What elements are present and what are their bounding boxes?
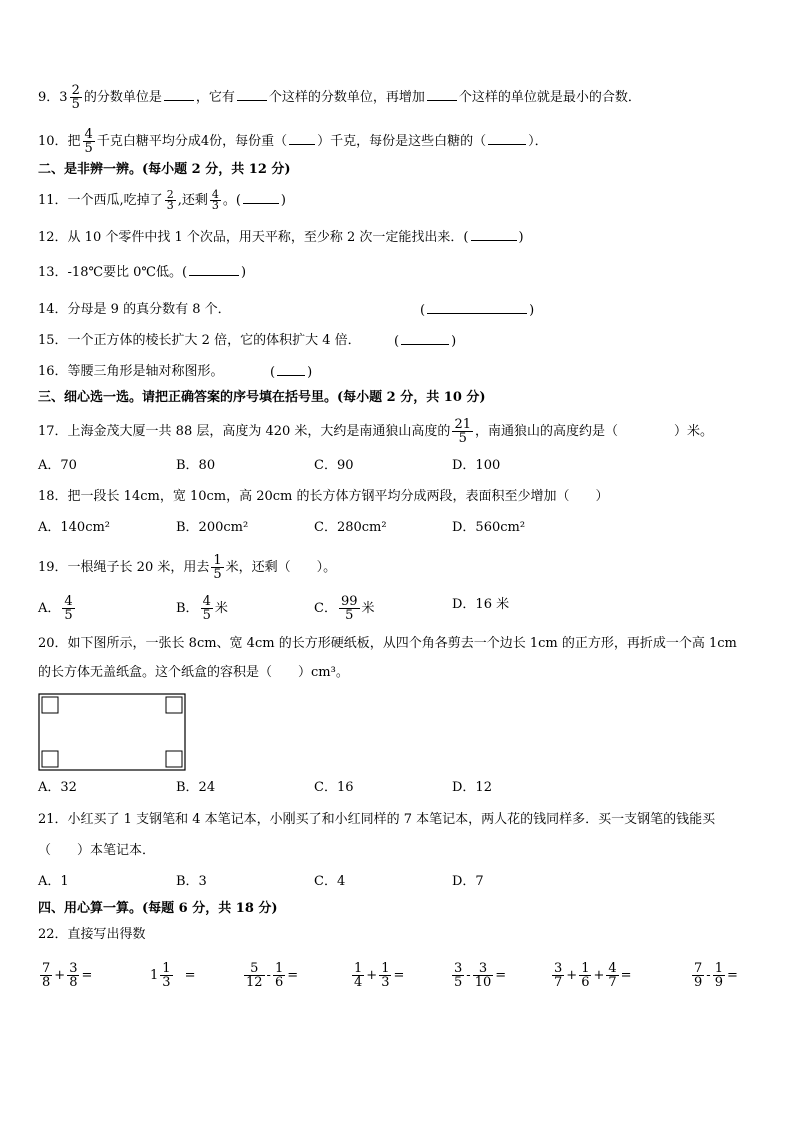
answer-blank[interactable] <box>427 300 527 314</box>
answer-blank[interactable] <box>277 362 305 376</box>
fraction: $\frac{99}{5}$ <box>340 594 358 623</box>
corner-square-tl <box>42 697 58 713</box>
cardboard-diagram <box>38 693 188 773</box>
fraction: $\frac{2}{5}$ <box>71 83 80 112</box>
answer-blank[interactable] <box>164 87 194 101</box>
fraction: $\frac{1}{5}$ <box>213 553 222 582</box>
fraction: $\frac{21}{5}$ <box>454 417 471 446</box>
option-a[interactable]: A．70 <box>38 458 77 473</box>
answer-blank[interactable] <box>289 131 315 145</box>
cardboard-rect <box>39 694 185 770</box>
option-c[interactable]: C．90 <box>314 458 354 473</box>
question-14: 14．分母是 9 的真分数有 8 个． <box>38 302 231 317</box>
answer-blank[interactable] <box>471 227 517 241</box>
corner-square-bl <box>42 751 58 767</box>
answer-blank[interactable] <box>488 131 526 145</box>
answer-blank[interactable] <box>189 262 239 276</box>
option-d[interactable]: D．12 <box>452 780 492 795</box>
fraction: $\frac{4}{3}$ <box>211 188 219 212</box>
option-b[interactable]: B．80 <box>176 458 216 473</box>
answer-blank[interactable] <box>243 190 279 204</box>
question-17: 17．上海金茂大厦一共 88 层，高度为 420 米，大约是南通狼山高度的 $\frac{21}{5}$ ，南通狼山的高度约是（ ）米。 <box>38 417 714 446</box>
calc-5[interactable]: $\frac{3}{5}$ - $\frac{3}{10}$ = <box>454 961 507 990</box>
calc-4[interactable]: $\frac{1}{4}$ + $\frac{1}{3}$ = <box>354 961 405 990</box>
question-15: 15．一个正方体的棱长扩大 2 倍，它的体积扩大 4 倍． <box>38 333 361 348</box>
option-b[interactable]: B．24 <box>176 780 216 795</box>
section-heading: 二、是非辨一辨。(每小题 2 分，共 12 分) <box>38 162 291 177</box>
option-d[interactable]: D．560cm² <box>452 520 526 535</box>
answer-blank[interactable] <box>427 87 457 101</box>
question-22: 22．直接写出得数 <box>38 927 146 942</box>
option-a[interactable]: A．140cm² <box>38 520 111 535</box>
answer-blank[interactable] <box>401 331 449 345</box>
option-c[interactable]: C． $\frac{99}{5}$ 米 <box>314 594 375 623</box>
option-d[interactable]: D．100 <box>452 458 501 473</box>
option-a[interactable]: A． $\frac{4}{5}$ <box>38 594 73 623</box>
option-c[interactable]: C．280cm² <box>314 520 387 535</box>
question-20: 20．如下图所示，一张长 8cm、宽 4cm 的长方形硬纸板，从四个角各剪去一个边长 1cm 的正方形，再折成一个高 1cm <box>38 636 737 651</box>
corner-square-br <box>166 751 182 767</box>
question-15-answer: ( ) <box>394 331 456 352</box>
question-16-answer: ( ) <box>270 362 312 383</box>
question-19: 19．一根绳子长 20 米，用去 $\frac{1}{5}$ 米，还剩（ ）。 <box>38 553 337 582</box>
section-heading: 三、细心选一选。请把正确答案的序号填在括号里。(每小题 2 分，共 10 分) <box>38 390 486 405</box>
calc-3[interactable]: $\frac{5}{12}$ - $\frac{1}{6}$ = <box>246 961 299 990</box>
question-9: 9．3 $\frac{2}{5}$ 的分数单位是 ，它有 个这样的分数单位，再增加 个这样的单位就是最小的合数． <box>38 83 641 112</box>
calc-2[interactable]: 1 $\frac{1}{3}$ = <box>150 961 196 990</box>
question-12: 12．从 10 个零件中找 1 个次品，用天平称，至少称 2 次一定能找出来．( ) <box>38 227 524 248</box>
option-d[interactable]: D．7 <box>452 874 484 889</box>
question-14-answer: ( ) <box>420 300 534 321</box>
option-c[interactable]: C．4 <box>314 874 346 889</box>
option-c[interactable]: C．16 <box>314 780 354 795</box>
fraction: $\frac{4}{5}$ <box>64 594 73 623</box>
question-16: 16．等腰三角形是轴对称图形。 <box>38 364 224 379</box>
calc-1[interactable]: $\frac{7}{8}$ + $\frac{3}{8}$ = <box>42 961 93 990</box>
question-10: 10．把 $\frac{4}{5}$ 千克白糖平均分成4份，每份重（ ）千克，每份是这些白糖的（ ）． <box>38 127 548 156</box>
fraction: $\frac{4}{5}$ <box>84 127 93 156</box>
corner-square-tr <box>166 697 182 713</box>
option-a[interactable]: A．1 <box>38 874 69 889</box>
fraction: $\frac{2}{3}$ <box>166 188 174 212</box>
question-11: 11．一个西瓜,吃掉了 $\frac{2}{3}$ ,还剩 $\frac{4}{3}$ 。( ) <box>38 188 286 212</box>
question-21-line2: （ ）本笔记本． <box>38 843 156 858</box>
question-18: 18．把一段长 14cm，宽 10cm，高 20cm 的长方体方钢平均分成两段，表面积至少增加（ ） <box>38 489 609 504</box>
question-13: 13．-18℃要比 0℃低。( ) <box>38 262 246 283</box>
calc-6[interactable]: $\frac{3}{7}$ + $\frac{1}{6}$ + $\frac{4}{7}$ = <box>554 961 632 990</box>
calc-7[interactable]: $\frac{7}{9}$ - $\frac{1}{9}$ = <box>694 961 738 990</box>
option-b[interactable]: B．200cm² <box>176 520 249 535</box>
question-20-line2: 的长方体无盖纸盒。这个纸盒的容积是（ ）cm³。 <box>38 665 349 680</box>
option-b[interactable]: B． $\frac{4}{5}$ 米 <box>176 594 228 623</box>
answer-blank[interactable] <box>237 87 267 101</box>
option-b[interactable]: B．3 <box>176 874 207 889</box>
question-21: 21．小红买了 1 支钢笔和 4 本笔记本，小刚买了和小红同样的 7 本笔记本，两人花的钱同样多．买一支钢笔的钱能买 <box>38 812 716 827</box>
section-heading: 四、用心算一算。(每题 6 分，共 18 分) <box>38 901 278 916</box>
option-d[interactable]: D．16 米 <box>452 597 510 612</box>
fraction: $\frac{4}{5}$ <box>202 594 211 623</box>
option-a[interactable]: A．32 <box>38 780 77 795</box>
